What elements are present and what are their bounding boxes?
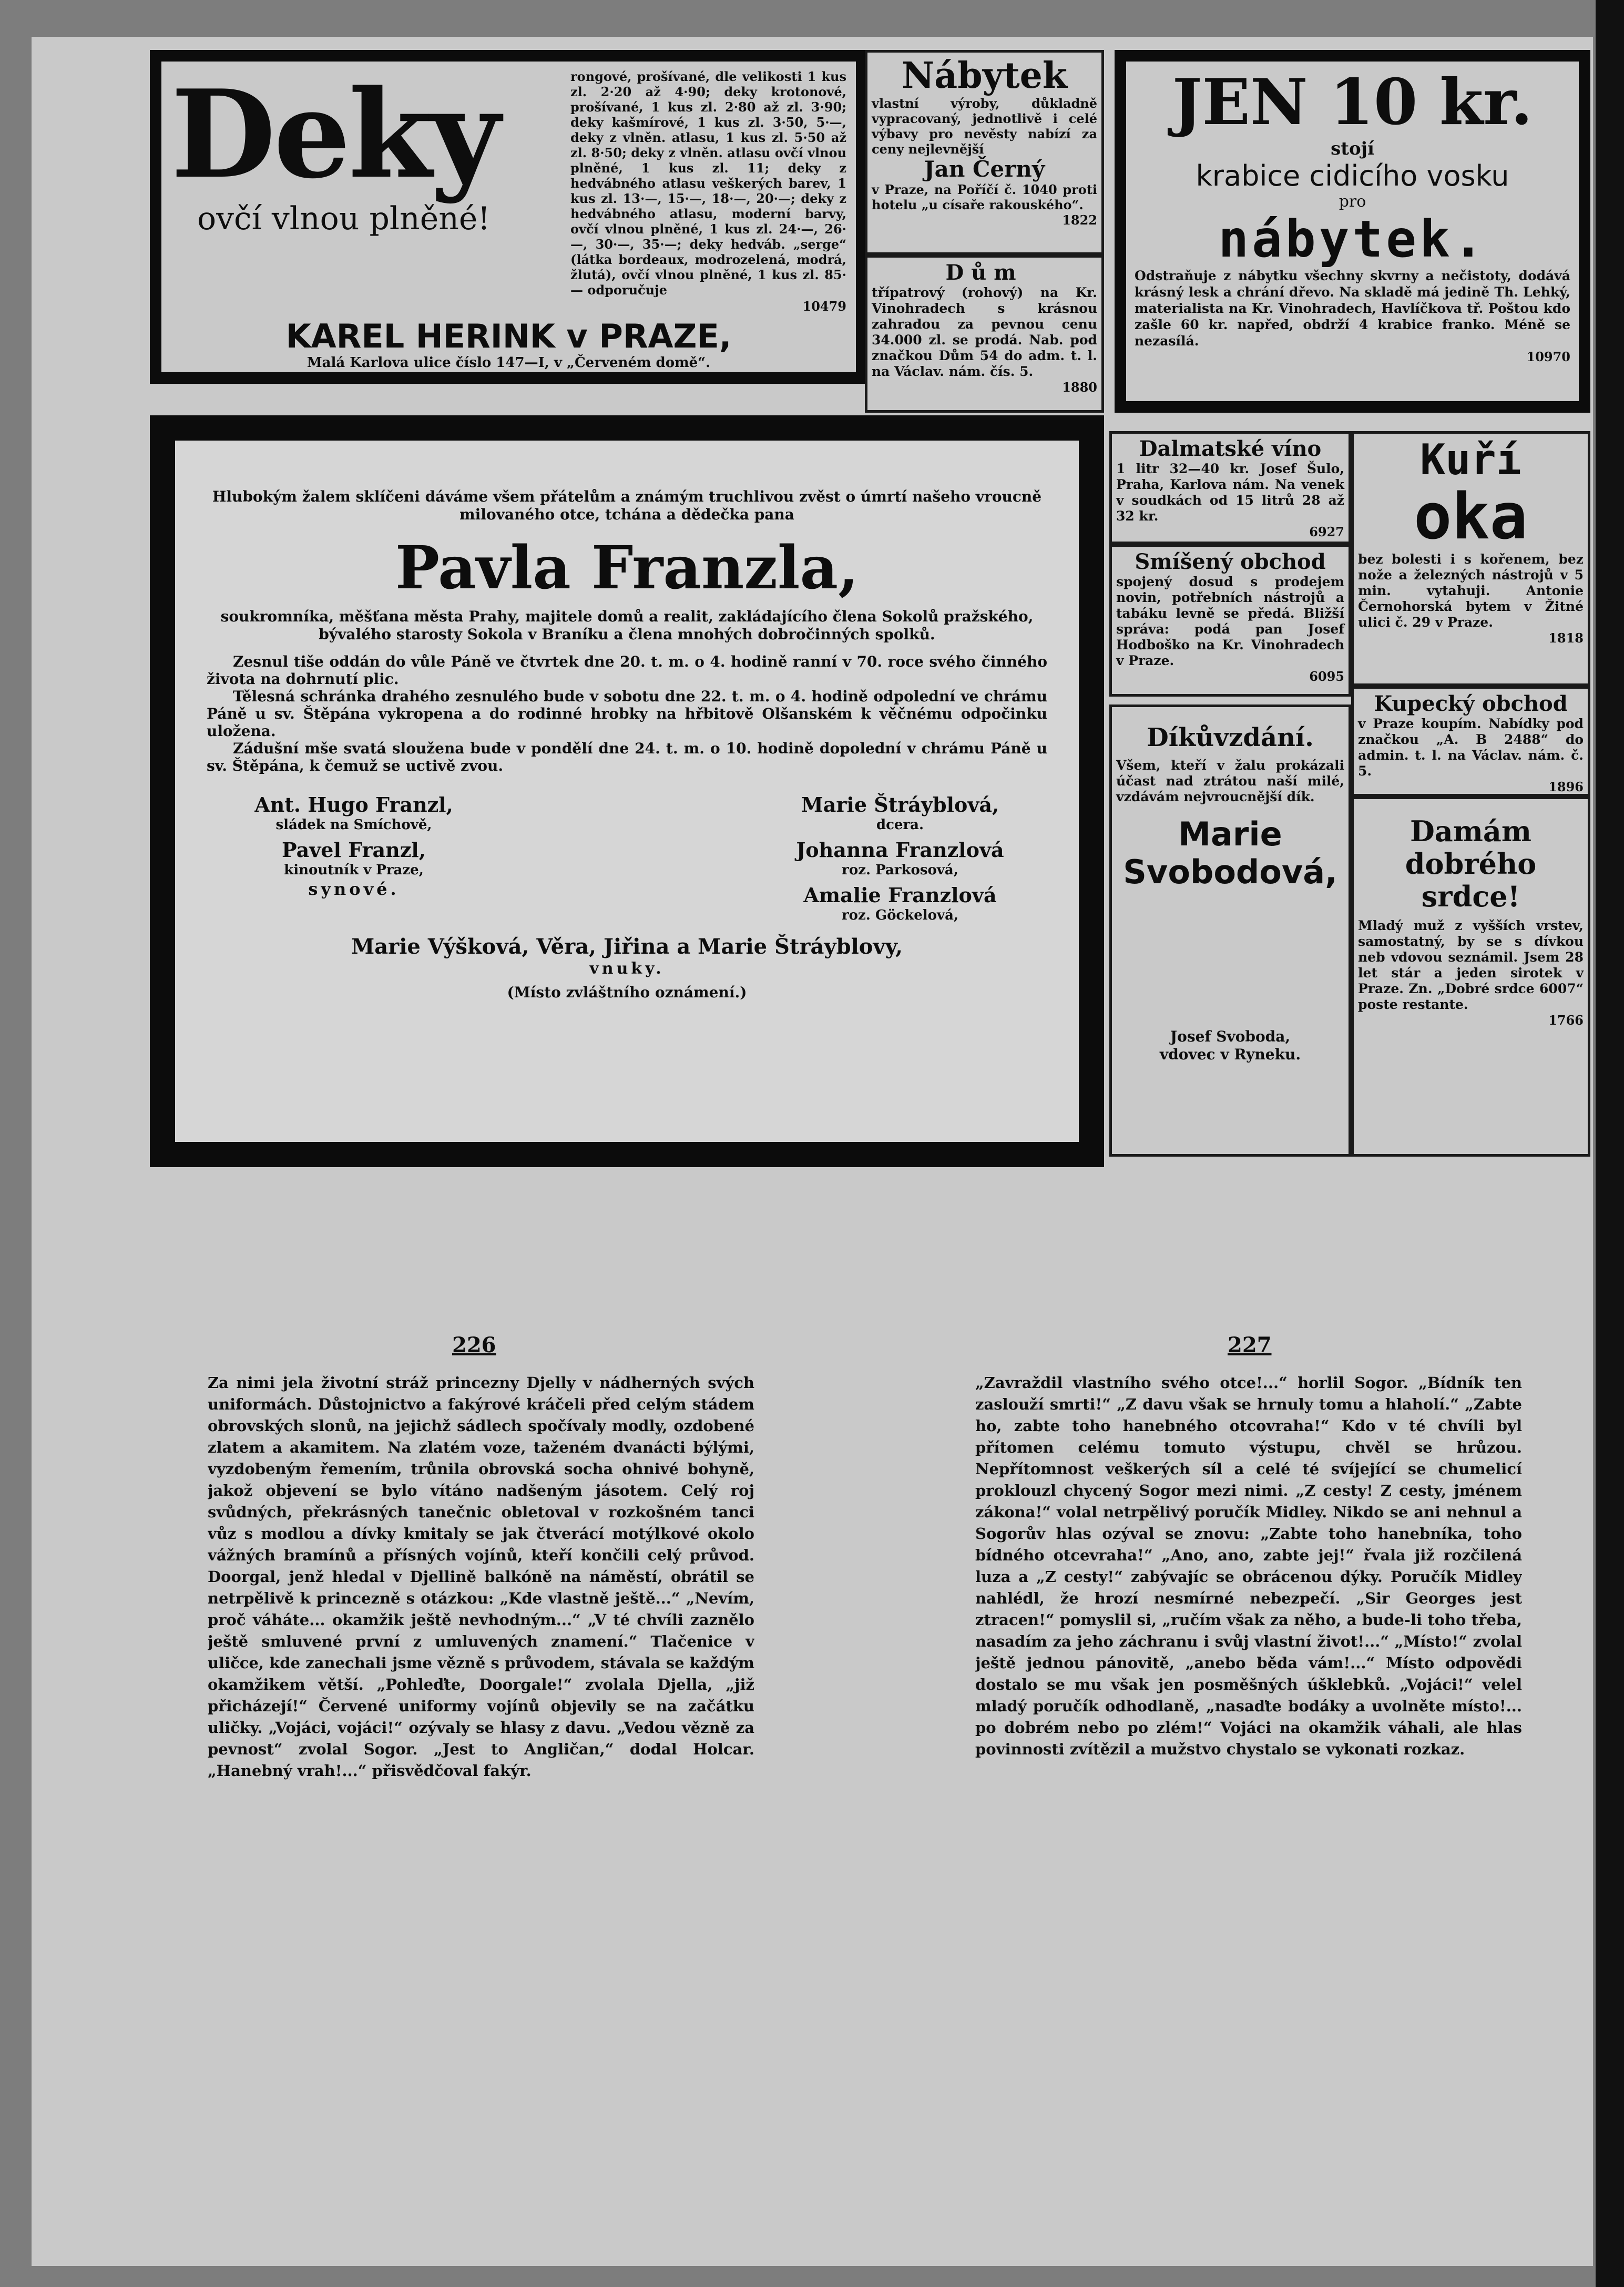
dekovani-signer: Josef Svoboda, [1170, 1028, 1291, 1045]
kupecky-ad [1351, 686, 1590, 797]
obituary-intro: Hlubokým žalem sklíčeni dáváme všem přátelům a známým truchlivou zvěst o úmrtí našeho vroucně milovaného otce, tchána a dědečka pana [212, 488, 1042, 523]
obituary-name: Pavla Franzla, [395, 534, 859, 603]
deky-subhead: ovčí vlnou plněné! [197, 200, 491, 237]
smiseny-text: spojený dosud s prodejem novin, potřebních nástrojů a tabáku levně se předá. Bližší správa: podá pan Josef Hodboško na Kr. Vinohradech v Praze. [1116, 574, 1344, 668]
signer-sons: synové. [308, 879, 400, 899]
dalmatske-ad [1109, 431, 1351, 544]
damam-number: 1766 [1548, 1013, 1584, 1028]
right-page-column: „Zavraždil vlastního svého otce!...“ horlil Sogor. „Bídník ten zaslouží smrti!“ „Z davu však se hrnuly tomu a hlaholí.“ „Zabte ho, zabte toho hanebného otcovraha!“ Kdo v té chvíli byl přítomen celému tomuto výstupu, chvěl se hrůzou. Nepřítomnost veškerých síl a celé té svíjející se chumelicí proklouzl chycený Sogor mezi nimi. „Z cesty! Z cesty, jménem zákona!“ volal netrpělivý poručík Midley. Nikdo se ani nehnul a Sogorův hlas ozýval se znovu: „Zabte toho hanebníka, toho bídného otcevraha!“ „Ano, ano, zabte jej!“ řvala již rozčilená luza a „Z cesty!“ zabývajíc se obrácenou dýky. Poručík Midley nahlédl, že hrozí nesmírné nebezpečí. „Sir Georges jest ztracen!“ pomyslil si, „ručím však za něho, a bude-li toho třeba, nasadím za jeho záchranu i svůj vlastní život!...“ „Místo!“ zvolal ještě jednou pánovitě, „anebo běda vám!...“ Místo odpovědi dostalo se mu však jen posměšných úšklebků. „Vojáci!“ velel mladý poručík odhodlaně, „nasaďte bodáky a uvolněte místo!... po dobrém nebo po zlém!“ Vojáci na okamžik váhali, ale hlas povinnosti zvítězil a mužstvo chystalo se vykonati rozkaz. [975, 1374, 1522, 1758]
nabytek-title: Nábytek [901, 55, 1068, 97]
signer-role: dcera. [876, 817, 924, 833]
deky-ad [150, 50, 867, 384]
signer-role: sládek na Smíchově, [275, 817, 432, 833]
signer-name: Amalie Franzlová [803, 883, 997, 907]
damam-title1: Damám [1409, 814, 1532, 848]
smiseny-title: Smíšený obchod [1135, 549, 1326, 574]
vosk-line1: stojí [1331, 138, 1374, 159]
kupecky-title: Kupecký obchod [1374, 691, 1568, 716]
dum-number: 1880 [1062, 380, 1097, 395]
damam-ad [1351, 797, 1590, 1157]
deky-text: rongové, prošívané, dle velikosti 1 kus zl. 2·20 až 4·90; deky krotonové, prošívané, 1 kus zl. 2·80 až zl. 3·90; deky kašmírové, 1 kus zl. 3·50, 5·—, deky z vlněn. atlasu, 1 kus zl. 5·50 až zl. 8·50; deky z vlněn. atlasu ovčí vlnou plněné, 1 kus zl. 11; deky z hedvábného atlasu veškerých barev, 1 kus zl. 13·—, 15·—, 18·—, 20·—; deky z hedvábného atlasu, moderní barvy, ovčí vlnou plněné, 1 kus zl. 24·—, 26·—, 30·—, 35·—; deky hedváb. „serge“ (látka bordeaux, modrozelená, modrá, žlutá), ovčí vlnou plněné, 1 kus zl. 85·— odporučuje [570, 69, 846, 298]
signer-name: Pavel Franzl, [282, 838, 426, 862]
deky-address: Malá Karlova ulice číslo 147—I, v „Červeném domě“. [307, 355, 711, 371]
dekovani-title: Díkůvzdání. [1147, 723, 1314, 752]
vosk-ad [1115, 50, 1590, 413]
kuri-number: 1818 [1548, 630, 1584, 646]
vosk-headline: JEN 10 kr. [1172, 65, 1533, 139]
kuri-text: bez bolesti i s kořenem, bez nože a železných nástrojů v 5 min. vytahuji. Antonie Černohorská bytem v Žitné ulici č. 29 v Praze. [1358, 552, 1584, 630]
obituary-p2: Tělesná schránka drahého zesnulého bude v sobotu dne 22. t. m. o 4. hodině odpolední ve chrámu Páně u sv. Štěpána vykropena a do rodinné hrobky na hřbitově Olšanském k věčnému odpočinku uložena. [207, 688, 1047, 740]
left-page-column: Za nimi jela životní stráž princezny Djelly v nádherných svých uniformách. Důstojnictvo a fakýrové kráčeli před celým stádem obrovských slonů, na jejichž sádlech spočívaly modly, ozdobené zlatem a akamitem. Na zlatém voze, taženém dvanácti býlými, vyzdobeným řemením, trůnila obrovská socha ohnivé bohyně, jakož objevení se bylo vítáno nadšeným jásotem. Celý roj svůdných, překrásných tanečnic obletoval v rozkošném tanci vůz s modlou a dívky kmitaly se jak čtverácí motýlkové okolo vážných bramínů a přísných vojínů, kteří končili celý průvod. Doorgal, jenž hledal v Djellině balkóně na náměstí, obrátil se netrpělivě k princezně s otázkou: „Kde vlastně ještě...“ „Nevím, proč váháte... okamžik ještě nevhodným...“ „V té chvíli zaznělo ještě smluvené první z umluvených znamení.“ Tlačenice v uličce, kde zanechali jsme vězně s průvodem, stávala se každým okamžikem větší. „Pohleďte, Doorgale!“ zvolala Djella, „již přicházejí!“ Červené uniformy vojínů objevily se na začátku uličky. „Vojáci, vojáci!“ ozývaly se hlasy z davu. „Vedou vězně za pevnost“ zvolal Sogor. „Jest to Angličan,“ dodal Holcar. „Hanebný vrah!...“ přisvědčoval fakýr. [208, 1374, 754, 1780]
damam-text: Mladý muž z vyšších vrstev, samostatný, by se s dívkou neb vdovou seznámil. Jsem 28 let stár a jeden sirotek v Praze. Zn. „Dobré srdce 6007“ poste restante. [1358, 918, 1584, 1012]
signer-role: kinoutník v Praze, [284, 862, 424, 878]
dalmatske-title: Dalmatské víno [1139, 436, 1322, 461]
left-page-number: 226 [452, 1333, 496, 1357]
nabytek-text: vlastní výroby, důkladně vypracovaný, jednotlivě i celé výbavy pro nevěsty nabízí za ceny nejlevnější [872, 96, 1097, 157]
obituary-footer: (Místo zvláštního oznámení.) [507, 984, 747, 1001]
vosk-text: Odstraňuje z nábytku všechny skvrny a nečistoty, dodává krásný lesk a chrání dřevo. Na skladě má jedině Th. Lehký, materialista na Kr. Vinohradech, Havlíčkova tř. Poštou kdo zašle 60 kr. napřed, obdrží 4 krabice franko. Méně se nezasílá. [1135, 268, 1570, 349]
left-signers [207, 793, 501, 924]
dalmatske-number: 6927 [1309, 524, 1344, 539]
dum-title: Dům [945, 260, 1024, 285]
deky-number: 10479 [802, 299, 846, 314]
dum-ad [865, 255, 1104, 413]
right-signers [753, 793, 1047, 924]
kupecky-number: 1896 [1548, 779, 1584, 794]
dalmatske-text: 1 litr 32—40 kr. Josef Šulo, Praha, Karlova nám. Na venek v soudkách od 15 litrů 28 až 32 kr. [1116, 461, 1344, 524]
signer-role: roz. Parkosová, [842, 862, 958, 878]
vosk-number: 10970 [1526, 349, 1570, 364]
obituary-p1: Zesnul tiše oddán do vůle Páně ve čtvrtek dne 20. t. m. o 4. hodině ranní v 70. roce svého činného života na dohrnutí plic. [207, 653, 1047, 688]
signer-name: Ant. Hugo Franzl, [254, 793, 453, 816]
obituary-grandchildren-role: vnuky. [589, 959, 665, 978]
signer-name: Marie Štráyblová, [801, 793, 999, 816]
nabytek-ad [865, 50, 1104, 255]
deky-headline: Deky [171, 64, 498, 206]
dekovani-name: Marie Svobodová, [1123, 815, 1337, 891]
nabytek-name: Jan Černý [924, 156, 1045, 182]
obituary-p3: Zádušní mše svatá sloužena bude v pondělí dne 24. t. m. o 10. hodině dopolední v chrámu Páně u sv. Štěpána, k čemuž se uctivě zvou. [207, 740, 1047, 774]
nabytek-text2: v Praze, na Poříčí č. 1040 proti hotelu „u císaře rakouského“. [872, 182, 1097, 212]
vosk-line4: nábytek. [1218, 210, 1487, 269]
dekovani-signer2: vdovec v Ryneku. [1159, 1046, 1301, 1063]
deky-firm: KAREL HERINK v PRAZE, [285, 317, 732, 355]
signer-name: Johanna Franzlová [796, 838, 1004, 862]
smiseny-number: 6095 [1309, 669, 1344, 684]
vosk-line3: pro [1339, 192, 1366, 211]
nabytek-number: 1822 [1062, 212, 1097, 228]
obituary-grandchildren: Marie Výšková, Věra, Jiřina a Marie Štráyblovy, [351, 934, 903, 959]
right-page-number: 227 [1228, 1333, 1272, 1357]
kuri-headline2: oka [1414, 481, 1528, 554]
vosk-line2: krabice cidicího vosku [1196, 159, 1509, 192]
signer-role: roz. Göckelová, [841, 907, 959, 923]
obituary-desc: soukromníka, měšťana města Prahy, majitele domů a realit, zakládajícího člena Sokolů pražského, bývalého starosty Sokola v Braníku a člena mnohých dobročinných spolků. [220, 608, 1034, 643]
kuri-oka-ad [1351, 431, 1590, 686]
dekovani-text: Všem, kteří v žalu prokázali účast nad ztrátou naší milé, vzdávám nejvroucnější dík. [1116, 758, 1344, 804]
kuri-headline1: Kuří [1420, 435, 1521, 484]
dekovani-notice [1109, 705, 1351, 1157]
damam-title2: dobrého srdce! [1405, 847, 1537, 913]
right-page-edge [1596, 0, 1624, 2287]
obituary-notice [150, 415, 1104, 1167]
kupecky-text: v Praze koupím. Nabídky pod značkou „A. B 2488“ do admin. t. l. na Václav. nám. č. 5. [1358, 716, 1584, 779]
smiseny-ad [1109, 544, 1351, 697]
dum-text: třípatrový (rohový) na Kr. Vinohradech s krásnou zahradou za pevnou cenu 34.000 zl. se prodá. Nab. pod značkou Dům 54 do adm. t. l. na Václav. nám. čís. 5. [872, 285, 1097, 379]
